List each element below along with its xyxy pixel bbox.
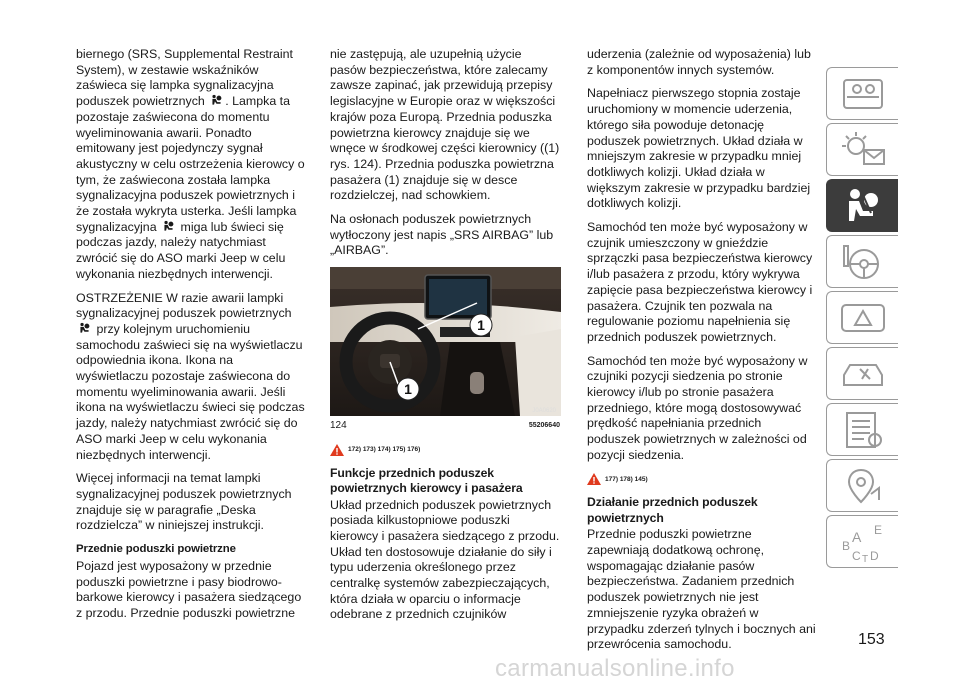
callout-passenger-airbag: 1	[477, 317, 485, 334]
figure-reference: 55206640	[528, 422, 560, 430]
paragraph: Samochód ten może być wyposażony w czujnik umieszczony w gnieździe sprzączki pasa bezpieczeństwa kierowcy i/lub pasażera z przodu, który wykrywa zapięcie pasa bezpieczeństwa kierowcy i pasażera. Czujnik ten pozwala na regulowanie poziomu napełnienia się przednich poduszek powietrznych.	[587, 220, 813, 344]
svg-text:T: T	[861, 553, 868, 564]
svg-text:E: E	[873, 522, 882, 537]
airbag-warning-icon	[78, 322, 91, 335]
paragraph: biernego (SRS, Supplemental Restraint System), w zestawie wskaźników zaświeca się lampka sygnalizacyjna poduszek powietrznych . Lampka ta pozostaje zaświecona do momentu wyeliminowania awarii. Ponadto emitowany jest pojedynczy sygnał akustyczny w celu ostrzeżenia kierowcy o tym, że zaświecona została lampka sygnalizacyjna poduszek powietrznych i że została wykryta usterka. Jeśli lampka sygnalizacyjna miga lub świeci się podczas jazdy, należy natychmiast zwrócić się do ASO marki Jeep w celu wykonania niezbędnych interwencji.	[76, 47, 305, 281]
page-number: 153	[858, 631, 885, 648]
section-heading: Działanie przednich poduszek powietrznych	[587, 495, 758, 525]
text-column-3	[587, 47, 817, 661]
text-column-2	[330, 47, 560, 631]
paragraph: Pojazd jest wyposażony w przednie poduszki powietrzne i pasy biodrowo-barkowe kierowcy i pasażera siedzącego z przodu. Przednie poduszki powietrzne	[76, 558, 302, 620]
technical-data-icon	[841, 410, 885, 450]
svg-text:D: D	[869, 548, 879, 563]
tab-index[interactable]	[826, 515, 898, 568]
svg-text:B: B	[841, 538, 850, 553]
emergency-icon	[838, 299, 888, 337]
paragraph: Na osłonach poduszek powietrznych wytłoczony jest napis „SRS AIRBAG” lub „AIRBAG”.	[330, 212, 554, 258]
warning-triangle-icon	[330, 444, 344, 456]
figure-caption	[330, 418, 560, 434]
start-drive-icon	[838, 242, 888, 282]
paragraph: Samochód ten może być wyposażony w czujniki pozycji siedzenia po stronie kierowcy i/lub po stronie pasażera przedniego, które mogą dostosowywać prędkość napełniania przednich poduszek powietrznych w zależności od pozycji siedzenia.	[587, 353, 808, 462]
section-heading: Przednie poduszki powietrzne	[76, 543, 236, 556]
tab-emergency[interactable]	[826, 291, 898, 344]
callout-driver-airbag: 1	[404, 381, 412, 398]
paragraph: Układ przednich poduszek powietrznych posiada kilkustopniowe poduszki kierowcy i pasażera siedzącego z przodu. Układ ten dostosowuje działanie do siły i typu uderzenia określonego przez centralkę systemów zabezpieczających, która działa w oparciu o informacje odebrane z przednich czujników	[330, 497, 560, 622]
tab-multimedia[interactable]	[826, 459, 898, 512]
index-icon	[838, 520, 888, 564]
text-column-1	[76, 47, 306, 630]
dashboard-photo	[330, 267, 561, 416]
section-heading: Funkcje przednich poduszek powietrznych kierowcy i pasażera	[330, 465, 523, 496]
lights-messages-icon	[838, 130, 888, 170]
warning-triangle-icon	[587, 473, 601, 485]
dashboard-illustration	[330, 267, 561, 416]
svg-text:C: C	[851, 548, 861, 563]
safety-airbag-icon	[841, 187, 885, 225]
warning-paragraph: OSTRZEŻENIE W razie awarii lampki sygnalizacyjnej poduszek powietrznych przy kolejnym uruchomieniu samochodu zaświeci się na wyświetlaczu odpowiednia ikona. Ikona na wyświetlaczu pozostaje zaświecona do momentu wyeliminowania awarii. Jeśli ikona na wyświetlaczu świeci się podczas jazdy, należy natychmiast zwrócić się do ASO marki Jeep w celu wykonania niezbędnych interwencji.	[76, 290, 305, 462]
tab-dashboard[interactable]	[826, 67, 898, 120]
tab-lights-messages[interactable]	[826, 123, 898, 176]
figure-code: J0A0620	[532, 408, 556, 415]
airbag-warning-icon	[162, 220, 175, 233]
multimedia-icon	[841, 466, 885, 506]
svg-text:A: A	[851, 528, 861, 545]
paragraph: uderzenia (zależnie od wyposażenia) lub z komponentów innych systemów.	[587, 47, 811, 77]
watermark: carmanualsonline.info	[495, 655, 735, 682]
tab-maintenance[interactable]	[826, 347, 898, 400]
paragraph: Przednie poduszki powietrzne zapewniają dodatkową ochronę, wspomagając działanie pasów bezpieczeństwa. Zadaniem przednich poduszek powietrznych nie jest zmniejszenie ryzyka obrażeń w przypadku zderzeń tylnych i bocznych ani przewrócenia samochodu.	[587, 527, 816, 652]
figure-number: 124	[330, 420, 347, 432]
tab-safety[interactable]	[826, 179, 898, 232]
tab-technical-data[interactable]	[826, 403, 898, 456]
warning-references: 177) 178) 145)	[587, 472, 817, 488]
warning-references: 172) 173) 174) 175) 176)	[330, 442, 560, 458]
dashboard-icon	[841, 77, 885, 111]
airbag-warning-icon	[210, 94, 223, 107]
maintenance-icon	[838, 355, 888, 393]
paragraph: nie zastępują, ale uzupełnią użycie pasów bezpieczeństwa, które zalecamy zawsze zapinać, jak przewidują przepisy legislacyjne w Europie oraz w większości krajów poza Europą. Przednia poduszka powietrzna kierowcy znajduje się we wnęce w środkowej części kierownicy ((1) rys. 124). Przednia poduszka powietrzna pasażera (1) znajduje się w desce rozdzielczej, nad schowkiem.	[330, 47, 560, 203]
tab-start-drive[interactable]	[826, 235, 898, 288]
paragraph: Napełniacz pierwszego stopnia zostaje uruchomiony w momencie uderzenia, którego siła powoduje detonację poduszek powietrznych. Układ działa w mniejszym zakresie w przypadku mniej dotkliwych kolizji. Układ działa w większym zakresie w przypadku bardziej dotkliwych kolizji.	[587, 86, 811, 211]
paragraph: Więcej informacji na temat lampki sygnalizacyjnej poduszek powietrznych znajduje się w paragrafie „Deska rozdzielcza” w niniejszej instrukcji.	[76, 471, 292, 533]
